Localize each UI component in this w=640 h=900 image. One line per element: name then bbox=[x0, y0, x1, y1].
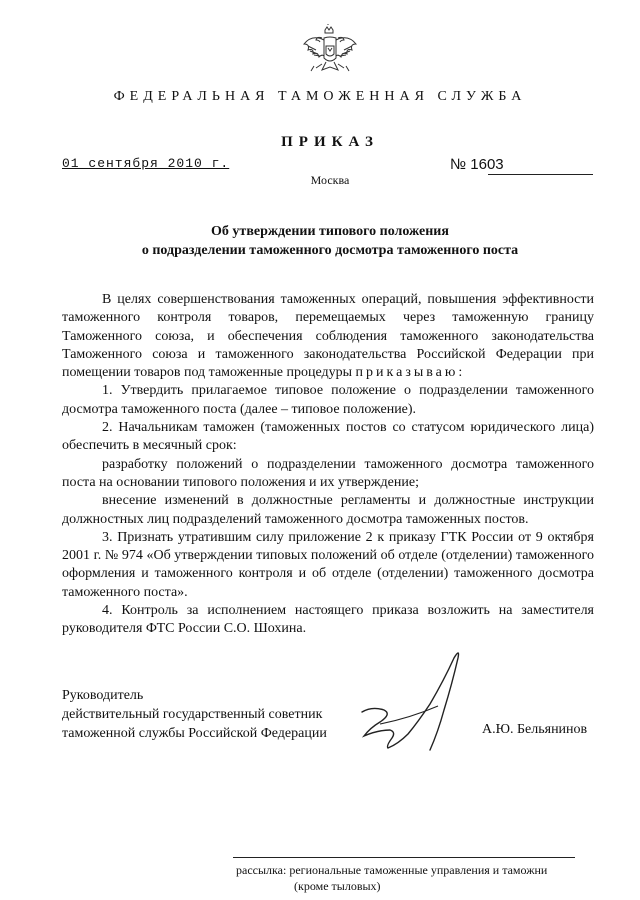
preamble-text: В целях совершенствования таможенных операций, повышения эффективности таможенного контроля товаров, перемещаемых через таможенную границу Таможенного союза, и обеспечения соблюдения таможенного законодательства Таможенного союза и таможенного законодательства Российской Федерации при помещении товаров под таможенные процедуры bbox=[62, 292, 594, 381]
order-body bbox=[62, 291, 594, 639]
signatory-title-line-1: Руководитель bbox=[62, 688, 144, 703]
signatory-title-line-2: действительный государственный советник bbox=[62, 707, 323, 722]
handwritten-signature bbox=[350, 640, 510, 760]
signatory-title bbox=[62, 686, 327, 743]
distribution-line-2: (кроме тыловых) bbox=[294, 879, 381, 893]
coat-of-arms-icon bbox=[298, 24, 362, 88]
clause-3: 3. Признать утратившим силу приложение 2 к приказу ГТК России от 9 октября 2001 г. № 974 «Об утверждении типовых положений об отделе (отделении) таможенного оформления и таможенного контроля и об отделе (отделении) таможенного досмотра таможенного поста». bbox=[62, 529, 594, 600]
clause-2: 2. Начальникам таможен (таможенных постов со статусом юридического лица) обеспечить в месячный срок: bbox=[62, 420, 594, 454]
distribution-divider bbox=[233, 857, 575, 858]
order-number: № 1603 bbox=[450, 156, 504, 173]
order-title-line-1: Об утверждении типового положения bbox=[211, 224, 449, 239]
clause-2-item-1: разработку положений о подразделении таможенного досмотра таможенного поста на основании типового положения и их утверждение; bbox=[62, 456, 594, 490]
agency-name: ФЕДЕРАЛЬНАЯ ТАМОЖЕННАЯ СЛУЖБА bbox=[113, 89, 527, 104]
order-title bbox=[0, 222, 640, 260]
clause-1: 1. Утвердить прилагаемое типовое положение о подразделении таможенного досмотра таможенного поста (далее – типовое положение). bbox=[62, 383, 594, 417]
signatory-title-line-3: таможенной службы Российской Федерации bbox=[62, 726, 327, 741]
distribution-line-1: рассылка: региональные таможенные управления и таможни bbox=[236, 863, 548, 877]
order-heading: ПРИКАЗ bbox=[281, 134, 379, 150]
clause-4: 4. Контроль за исполнением настоящего приказа возложить на заместителя руководителя ФТС России С.О. Шохина. bbox=[62, 603, 594, 637]
order-title-line-2: о подразделении таможенного досмотра таможенного поста bbox=[141, 243, 519, 258]
clause-2-item-2: внесение изменений в должностные регламенты и должностные инструкции должностных лиц подразделений таможенного досмотра таможенных постов. bbox=[62, 493, 594, 527]
distribution-list bbox=[236, 862, 576, 894]
order-date: 01 сентября 2010 г. bbox=[62, 156, 230, 171]
signatory-name: А.Ю. Бельянинов bbox=[482, 722, 588, 737]
order-city: Москва bbox=[310, 173, 350, 187]
preamble-paragraph bbox=[62, 291, 594, 382]
order-verb: приказываю: bbox=[355, 365, 466, 381]
